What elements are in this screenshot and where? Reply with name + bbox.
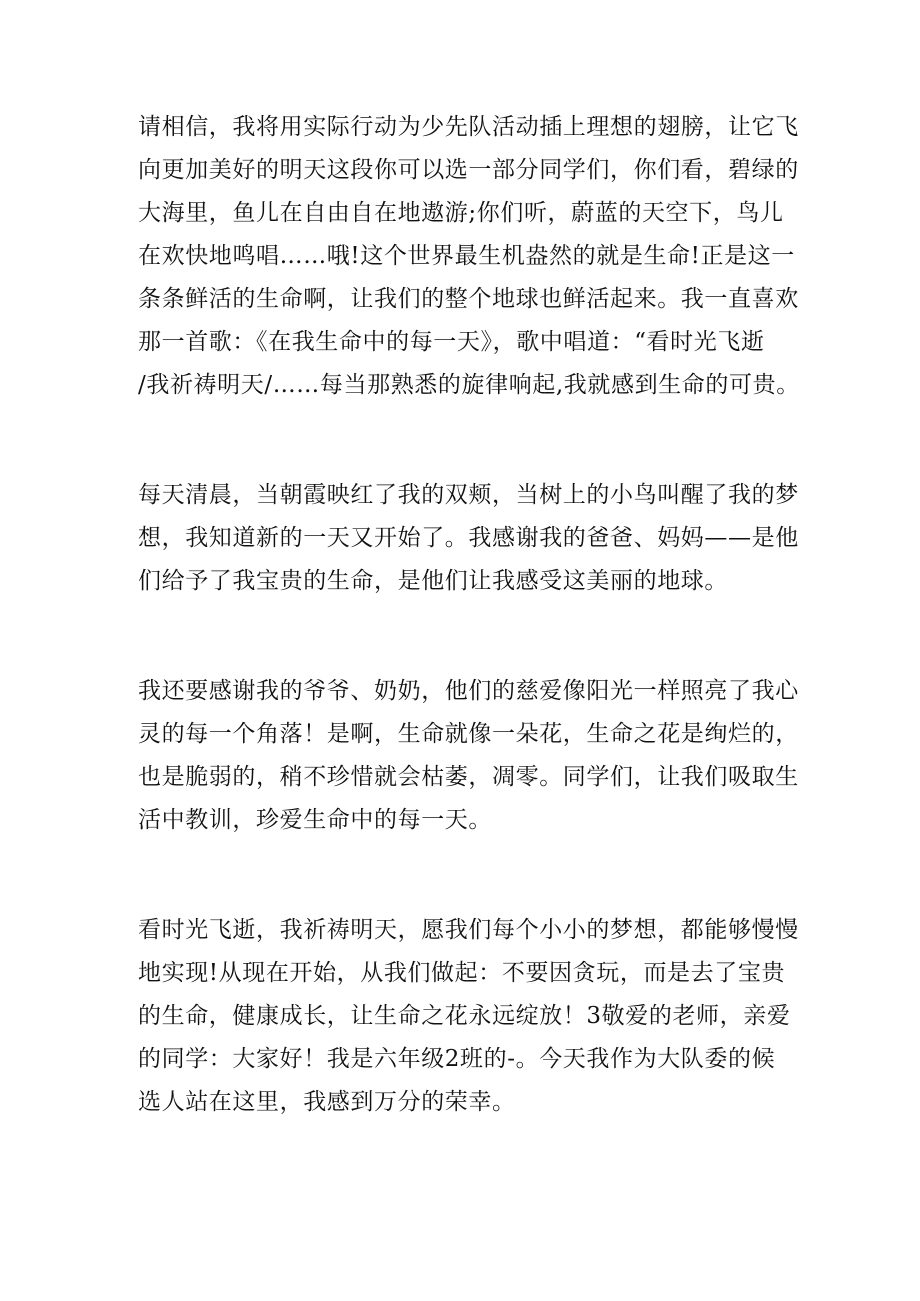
document-body xyxy=(138,106,798,1191)
text-line: 条条鲜活的生命啊，让我们的整个地球也鲜活起来。我一直喜欢 xyxy=(138,286,799,312)
paragraph-3 xyxy=(138,670,798,842)
text-line: 在欢快地鸣唱……哦!这个世界最生机盎然的就是生命!正是这一 xyxy=(138,243,795,269)
text-line: 请相信，我将用实际行动为少先队活动插上理想的翅膀，让它飞 xyxy=(138,114,799,140)
text-line: 每天清晨，当朝霞映红了我的双颊，当树上的小鸟叫醒了我的梦 xyxy=(138,482,799,508)
text-line: 灵的每一个角落！是啊，生命就像一朵花，生命之花是绚烂的， xyxy=(138,721,799,747)
paragraph-4 xyxy=(138,909,798,1124)
text-line: 向更加美好的明天这段你可以选一部分同学们，你们看，碧绿的 xyxy=(138,157,799,183)
text-line: 的同学：大家好！我是六年级2班的-。今天我作为大队委的候 xyxy=(138,1046,776,1072)
text-line: /我祈祷明天/……每当那熟悉的旋律响起,我就感到生命的可贵。 xyxy=(138,372,800,398)
text-line: 看时光飞逝，我祈祷明天，愿我们每个小小的梦想，都能够慢慢 xyxy=(138,917,799,943)
text-line: 们给予了我宝贵的生命，是他们让我感受这美丽的地球。 xyxy=(138,568,728,594)
text-line: 活中教训，珍爱生命中的每一天。 xyxy=(138,807,492,833)
text-line: 我还要感谢我的爷爷、奶奶，他们的慈爱像阳光一样照亮了我心 xyxy=(138,678,799,704)
text-line: 那一首歌：《在我生命中的每一天》，歌中唱道：“看时光飞逝 xyxy=(138,329,765,355)
text-line: 选人站在这里，我感到万分的荣幸。 xyxy=(138,1089,516,1115)
text-line: 想，我知道新的一天又开始了。我感谢我的爸爸、妈妈——是他 xyxy=(138,525,799,551)
paragraph-1 xyxy=(138,106,798,407)
text-line: 的生命，健康成长，让生命之花永远绽放！3敬爱的老师，亲爱 xyxy=(138,1003,791,1029)
paragraph-2 xyxy=(138,474,798,603)
text-line: 地实现!从现在开始，从我们做起：不要因贪玩，而是去了宝贵 xyxy=(138,960,786,986)
text-line: 也是脆弱的，稍不珍惜就会枯萎，凋零。同学们，让我们吸取生 xyxy=(138,764,799,790)
text-line: 大海里，鱼儿在自由自在地遨游;你们听，蔚蓝的天空下，鸟儿 xyxy=(138,200,784,226)
